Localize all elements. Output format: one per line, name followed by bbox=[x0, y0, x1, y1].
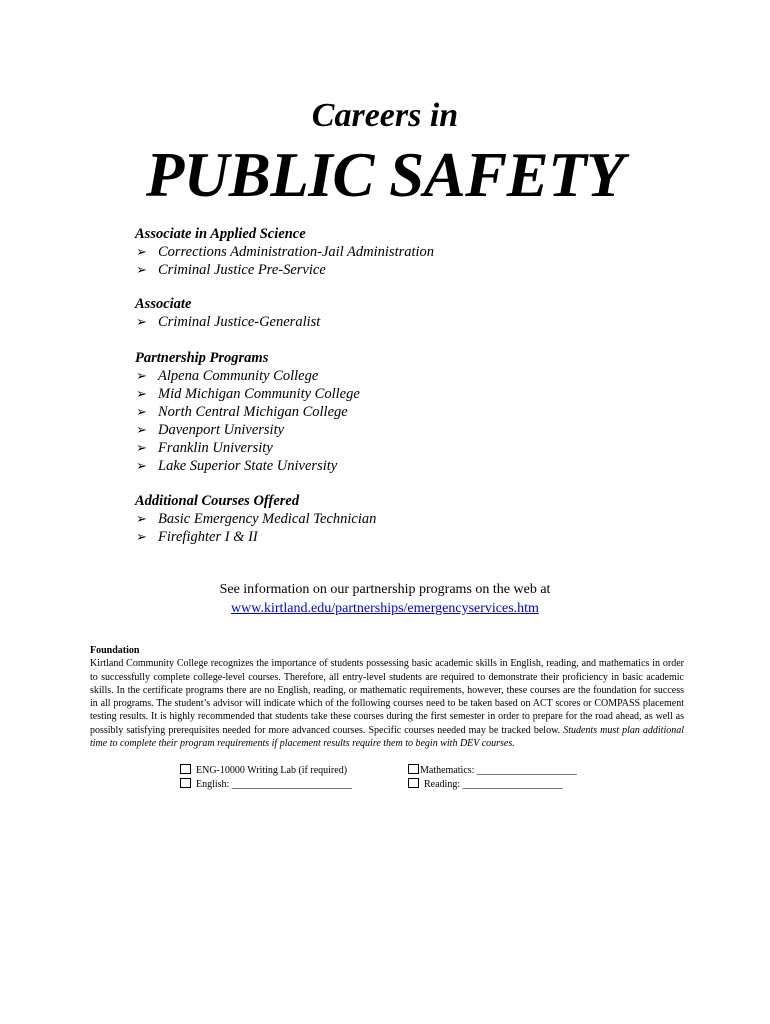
section-heading: Associate bbox=[135, 296, 192, 312]
checkbox-icon[interactable] bbox=[408, 764, 419, 774]
arrow-bullet-icon: ➢ bbox=[136, 422, 147, 437]
foundation-body: Kirtland Community College recognizes the importance of students possessing basic academic skills in English, reading, and mathematics in order to successfully complete college-level courses. Therefore, all entry-level students are required to demonstrate their proficiency in basic academic skills. In the certificate programs there are no English, reading, or mathematic requirements, however, these courses are the foundation for success in all programs. The student’s advisor will indicate which of the following courses need to be taken based on ACT scores or COMPASS placement testing results. It is highly recommended that students take these courses during the first semester in order to prepare for the road ahead, as well as possibly satisfying prerequisites needed for more advanced courses. Specific courses needed may be tracked below. Students must plan additional time to complete their program requirements if placement results require them to begin with DEV courses. bbox=[90, 658, 685, 750]
section-additional-courses bbox=[135, 492, 376, 546]
writing-lab-item[interactable]: ENG-10000 Writing Lab (if required) bbox=[180, 765, 347, 776]
list-item: ➢ Basic Emergency Medical Technician bbox=[136, 511, 377, 527]
page-title: PUBLIC SAFETY bbox=[145, 140, 625, 210]
section-partnership bbox=[135, 349, 360, 475]
checkbox-icon[interactable] bbox=[180, 778, 191, 788]
list-item: ➢ Criminal Justice Pre-Service bbox=[136, 262, 326, 278]
section-aas bbox=[135, 225, 434, 279]
course-checklist bbox=[180, 764, 577, 792]
list-item: ➢ North Central Michigan College bbox=[136, 404, 348, 420]
foundation-heading: Foundation bbox=[90, 645, 140, 656]
list-item: ➢ Lake Superior State University bbox=[136, 458, 338, 474]
arrow-bullet-icon: ➢ bbox=[136, 386, 147, 401]
arrow-bullet-icon: ➢ bbox=[136, 244, 147, 259]
web-info bbox=[0, 580, 770, 618]
partnership-link[interactable]: www.kirtland.edu/partnerships/emergencyservices.htm bbox=[231, 601, 539, 616]
list-item: ➢ Alpena Community College bbox=[136, 368, 319, 384]
arrow-bullet-icon: ➢ bbox=[136, 262, 147, 277]
arrow-bullet-icon: ➢ bbox=[136, 458, 147, 473]
section-heading: Additional Courses Offered bbox=[135, 493, 300, 509]
reading-item[interactable]: Reading: ____________________ bbox=[408, 778, 563, 792]
foundation-emphasis: Students must plan additional time to complete their program requirements if placement results require them to begin with DEV courses. bbox=[90, 724, 685, 750]
web-info-text: See information on our partnership programs on the web at bbox=[219, 582, 551, 597]
foundation-section bbox=[90, 644, 684, 750]
arrow-bullet-icon: ➢ bbox=[136, 314, 147, 329]
arrow-bullet-icon: ➢ bbox=[136, 440, 147, 455]
list-item: ➢ Davenport University bbox=[136, 422, 285, 438]
section-heading: Associate in Applied Science bbox=[135, 226, 306, 242]
arrow-bullet-icon: ➢ bbox=[136, 404, 147, 419]
title-line-1: Careers in bbox=[311, 97, 459, 134]
section-associate bbox=[135, 295, 320, 331]
section-heading: Partnership Programs bbox=[135, 350, 269, 366]
list-item: ➢ Mid Michigan Community College bbox=[136, 386, 360, 402]
list-item: ➢ Firefighter I & II bbox=[136, 529, 258, 545]
list-item: ➢ Corrections Administration-Jail Administration bbox=[136, 244, 435, 260]
arrow-bullet-icon: ➢ bbox=[136, 529, 147, 544]
list-item: ➢ Franklin University bbox=[136, 440, 273, 456]
checkbox-icon[interactable] bbox=[180, 764, 191, 774]
arrow-bullet-icon: ➢ bbox=[136, 511, 147, 526]
mathematics-item[interactable]: Mathematics: ____________________ bbox=[408, 764, 577, 778]
arrow-bullet-icon: ➢ bbox=[136, 368, 147, 383]
english-item[interactable]: English: ________________________ bbox=[180, 779, 352, 790]
list-item: ➢ Criminal Justice-Generalist bbox=[136, 314, 321, 330]
checkbox-icon[interactable] bbox=[408, 778, 419, 788]
